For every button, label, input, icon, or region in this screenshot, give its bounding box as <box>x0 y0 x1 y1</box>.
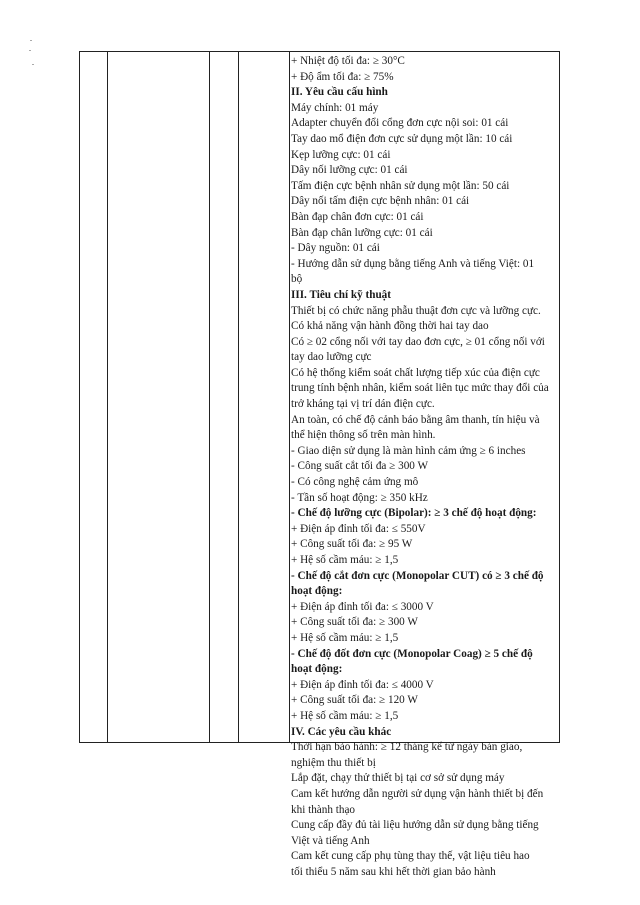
spec-line: trung tính bệnh nhân, kiểm soát liên tục mức thay đổi của <box>291 382 549 395</box>
spec-line: Tấm điện cực bệnh nhân sử dụng một lần: 50 cái <box>291 179 510 192</box>
section-heading: II. Yêu cầu cấu hình <box>291 86 388 99</box>
spec-line: Thời hạn bảo hành: ≥ 12 tháng kể từ ngày bàn giao, <box>291 741 523 754</box>
spec-line: Cam kết cung cấp phụ tùng thay thế, vật liệu tiêu hao <box>291 850 530 863</box>
spec-line: + Độ ẩm tối đa: ≥ 75% <box>291 70 394 83</box>
scan-speck <box>32 64 34 65</box>
spec-line: + Hệ số cầm máu: ≥ 1,5 <box>291 554 399 566</box>
spec-line: thể hiện thông số trên màn hình. <box>291 429 436 442</box>
spec-line: Bàn đạp chân lưỡng cực: 01 cái <box>291 226 433 239</box>
scan-speck <box>30 40 32 41</box>
section-heading: hoạt động: <box>291 585 343 598</box>
section-heading: IV. Các yêu cầu khác <box>291 725 392 738</box>
spec-line: bộ <box>291 273 303 286</box>
spec-line: - Giao diện sử dụng là màn hình cảm ứng ≥ 6 inches <box>291 444 526 457</box>
spec-line: tối thiểu 5 năm sau khi hết thời gian bảo hành <box>291 865 496 878</box>
spec-text-column <box>291 54 557 880</box>
section-heading: - Chế độ lưỡng cực (Bipolar): ≥ 3 chế độ hoạt động: <box>291 507 537 520</box>
spec-line: Cam kết hướng dẫn người sử dụng vận hành thiết bị đến <box>291 787 544 800</box>
spec-line: + Điện áp đỉnh tối đa: ≤ 4000 V <box>291 678 434 691</box>
spec-line: + Điện áp đỉnh tối đa: ≤ 550V <box>291 522 426 535</box>
spec-line: Có khả năng vận hành đồng thời hai tay dao <box>291 320 489 333</box>
table-column-divider <box>238 52 239 742</box>
section-heading: - Chế độ cắt đơn cực (Monopolar CUT) có ≥ 3 chế độ <box>291 569 544 582</box>
spec-line: Dây nối lưỡng cực: 01 cái <box>291 164 408 177</box>
table-column-divider <box>209 52 210 742</box>
spec-line: - Tần số hoạt động: ≥ 350 kHz <box>291 491 428 504</box>
spec-line: Việt và tiếng Anh <box>291 834 370 847</box>
spec-line: Có hệ thống kiểm soát chất lượng tiếp xúc của điện cực <box>291 366 540 379</box>
spec-line: Kẹp lưỡng cực: 01 cái <box>291 148 391 161</box>
table-column-divider <box>107 52 108 742</box>
spec-line: nghiệm thu thiết bị <box>291 756 376 769</box>
spec-line: Tay dao mổ điện đơn cực sử dụng một lần: 10 cái <box>291 132 513 145</box>
spec-line: Có ≥ 02 cổng nối với tay dao đơn cực, ≥ 01 cổng nối với <box>291 335 545 348</box>
section-heading: - Chế độ đốt đơn cực (Monopolar Coag) ≥ 5 chế độ <box>291 647 533 660</box>
spec-line: Adapter chuyển đổi cổng đơn cực nội soi: 01 cái <box>291 117 509 130</box>
table-column-divider <box>289 52 290 742</box>
spec-line: - Công suất cắt tối đa ≥ 300 W <box>291 460 429 473</box>
spec-line: - Hướng dẫn sử dụng bằng tiếng Anh và tiếng Việt: 01 <box>291 257 535 270</box>
spec-line: Máy chính: 01 máy <box>291 101 379 114</box>
spec-line: + Điện áp đỉnh tối đa: ≤ 3000 V <box>291 600 434 613</box>
spec-line: + Công suất tối đa: ≥ 95 W <box>291 538 413 551</box>
spec-line: + Hệ số cầm máu: ≥ 1,5 <box>291 631 399 644</box>
spec-line: + Hệ số cầm máu: ≥ 1,5 <box>291 709 399 722</box>
spec-line: - Dây nguồn: 01 cái <box>291 242 380 255</box>
section-heading: III. Tiêu chí kỹ thuật <box>291 288 391 301</box>
spec-line: khi thành thạo <box>291 803 356 816</box>
spec-line: - Có công nghệ cảm ứng mô <box>291 476 419 489</box>
spec-line: Dây nối tấm điện cực bệnh nhân: 01 cái <box>291 195 470 208</box>
spec-line: + Nhiệt độ tối đa: ≥ 30°C <box>291 55 405 67</box>
spec-line: + Công suất tối đa: ≥ 300 W <box>291 616 418 629</box>
spec-line: An toàn, có chế độ cảnh báo bằng âm thanh, tín hiệu và <box>291 413 540 426</box>
spec-line: Cung cấp đầy đủ tài liệu hướng dẫn sử dụng bằng tiếng <box>291 819 539 832</box>
spec-line: Bàn đạp chân đơn cực: 01 cái <box>291 210 424 223</box>
spec-line: + Công suất tối đa: ≥ 120 W <box>291 694 418 707</box>
spec-line: trở kháng tại vị trí dán điện cực. <box>291 398 435 411</box>
section-heading: hoạt động: <box>291 663 343 676</box>
scan-speck <box>29 50 31 51</box>
spec-line: Thiết bị có chức năng phẫu thuật đơn cực và lưỡng cực. <box>291 304 541 317</box>
spec-line: Lắp đặt, chạy thử thiết bị tại cơ sở sử dụng máy <box>291 772 505 785</box>
spec-line: tay dao lưỡng cực <box>291 351 372 364</box>
